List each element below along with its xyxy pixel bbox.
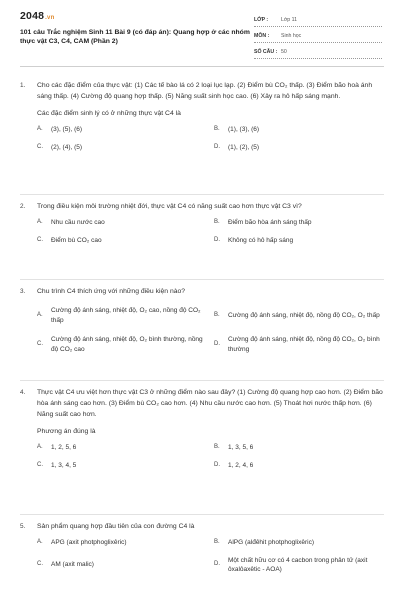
question-number: 1. xyxy=(20,82,26,89)
meta-row-count: SỐ CÂU : 50 xyxy=(254,46,382,59)
question-number: 3. xyxy=(20,288,26,295)
option-c[interactable]: C. Cường độ ánh sáng, nhiệt độ, O₂ bình thường, nồng độ CO₂ cao xyxy=(37,336,203,353)
option-a[interactable]: A. (3), (5), (6) xyxy=(37,126,83,133)
question-number: 4. xyxy=(20,389,26,396)
options xyxy=(37,306,384,354)
question-separator xyxy=(20,279,384,280)
option-b[interactable]: B. (1), (3), (6) xyxy=(214,126,260,133)
meta-row-class: LỚP : Lớp 11 xyxy=(254,14,382,27)
option-c[interactable]: C. Điểm bù CO₂ cao xyxy=(37,236,102,244)
option-a[interactable]: A. Cường độ ánh sáng, nhiệt độ, O₂ cao, nồng độ CO₂ thấp xyxy=(37,307,201,324)
question-prompt: Các đặc điểm sinh lý có ở những thực vật C4 là xyxy=(37,110,181,117)
question-3 xyxy=(20,286,384,354)
option-b[interactable]: B. 1, 3, 5, 6 xyxy=(214,444,254,451)
option-c[interactable]: C. 1, 3, 4, 5 xyxy=(37,461,77,469)
header-divider xyxy=(20,66,384,67)
question-text: Trong điều kiện môi trường nhiệt đới, thực vật C4 có năng suất cao hơn thực vật C3 vì? xyxy=(37,203,302,210)
option-d[interactable]: D. (1), (2), (5) xyxy=(214,143,260,151)
option-c[interactable]: C. (2), (4), (5) xyxy=(37,143,83,151)
meta-row-subject: MÔN : Sinh học xyxy=(254,30,382,43)
question-text: Chu trình C4 thích ứng với những điều kiện nào? xyxy=(37,288,186,295)
question-number: 2. xyxy=(20,203,26,210)
question-text: Sản phẩm quang hợp đầu tiên của con đường C4 là xyxy=(37,523,195,530)
option-c[interactable]: C. AM (axit malic) xyxy=(37,561,94,569)
option-d[interactable]: D. 1, 2, 4, 6 xyxy=(214,461,254,469)
question-text: Cho các đặc điểm của thực vật: (1) Các tế bào lá có 2 loại lục lạp. (2) Điểm bù CO₂ thấp. (3) Điểm bão hoà ánh sáng thấp. (4) Cường độ quang hợp thấp. (5) Năng suất sinh học cao. (6) Xảy ra hô hấp sáng mạnh. xyxy=(37,82,373,100)
question-5 xyxy=(20,521,384,575)
option-a[interactable]: A. APG (axit photphoglixêric) xyxy=(37,539,127,546)
options xyxy=(37,443,384,470)
question-2 xyxy=(20,201,384,245)
meta-info xyxy=(254,14,382,62)
header xyxy=(0,0,400,62)
question-separator xyxy=(20,514,384,515)
question-1 xyxy=(20,80,384,152)
option-d[interactable]: D. Cường độ ánh sáng, nhiệt độ, nồng độ CO₂, O₂ bình thường xyxy=(214,336,380,353)
options xyxy=(37,538,384,575)
option-d[interactable]: D. Không có hô hấp sáng xyxy=(214,236,294,244)
option-d[interactable]: D. Một chất hữu cơ có 4 cacbon trong phân tử (axit ôxalôaxêtic - AOA) xyxy=(214,556,368,573)
question-separator xyxy=(20,380,384,381)
option-a[interactable]: A. Nhu cầu nước cao xyxy=(37,219,105,226)
options xyxy=(37,125,384,152)
question-separator xyxy=(20,194,384,195)
site-logo[interactable]: 2048.vn xyxy=(20,10,55,22)
question-4 xyxy=(20,387,384,470)
page-title: 101 câu Trắc nghiệm Sinh 11 Bài 9 (có đáp án): Quang hợp ở các nhóm thực vật C3, C4, CAM (Phần 2) xyxy=(20,29,250,45)
question-prompt: Phương án đúng là xyxy=(37,428,96,435)
question-number: 5. xyxy=(20,523,26,530)
option-b[interactable]: B. AlPG (alđêhit photphoglixêric) xyxy=(214,539,314,546)
option-b[interactable]: B. Điểm bão hòa ánh sáng thấp xyxy=(214,219,312,226)
option-b[interactable]: B. Cường độ ánh sáng, nhiệt độ, nồng độ CO₂, O₂ thấp xyxy=(214,311,380,319)
option-a[interactable]: A. 1, 2, 5, 6 xyxy=(37,444,77,451)
question-text: Thực vật C4 ưu việt hơn thực vật C3 ở những điểm nào sau đây? (1) Cường độ quang hợp cao hơn. (2) Điểm bão hòa ánh sáng cao hơn. (3) Điểm bù CO₂ cao hơn. (4) Nhu cầu nước cao hơn. (5) Thoát hơi nước thấp hơn. (6) Năng suất cao hơn. xyxy=(37,389,383,418)
options xyxy=(37,218,384,245)
